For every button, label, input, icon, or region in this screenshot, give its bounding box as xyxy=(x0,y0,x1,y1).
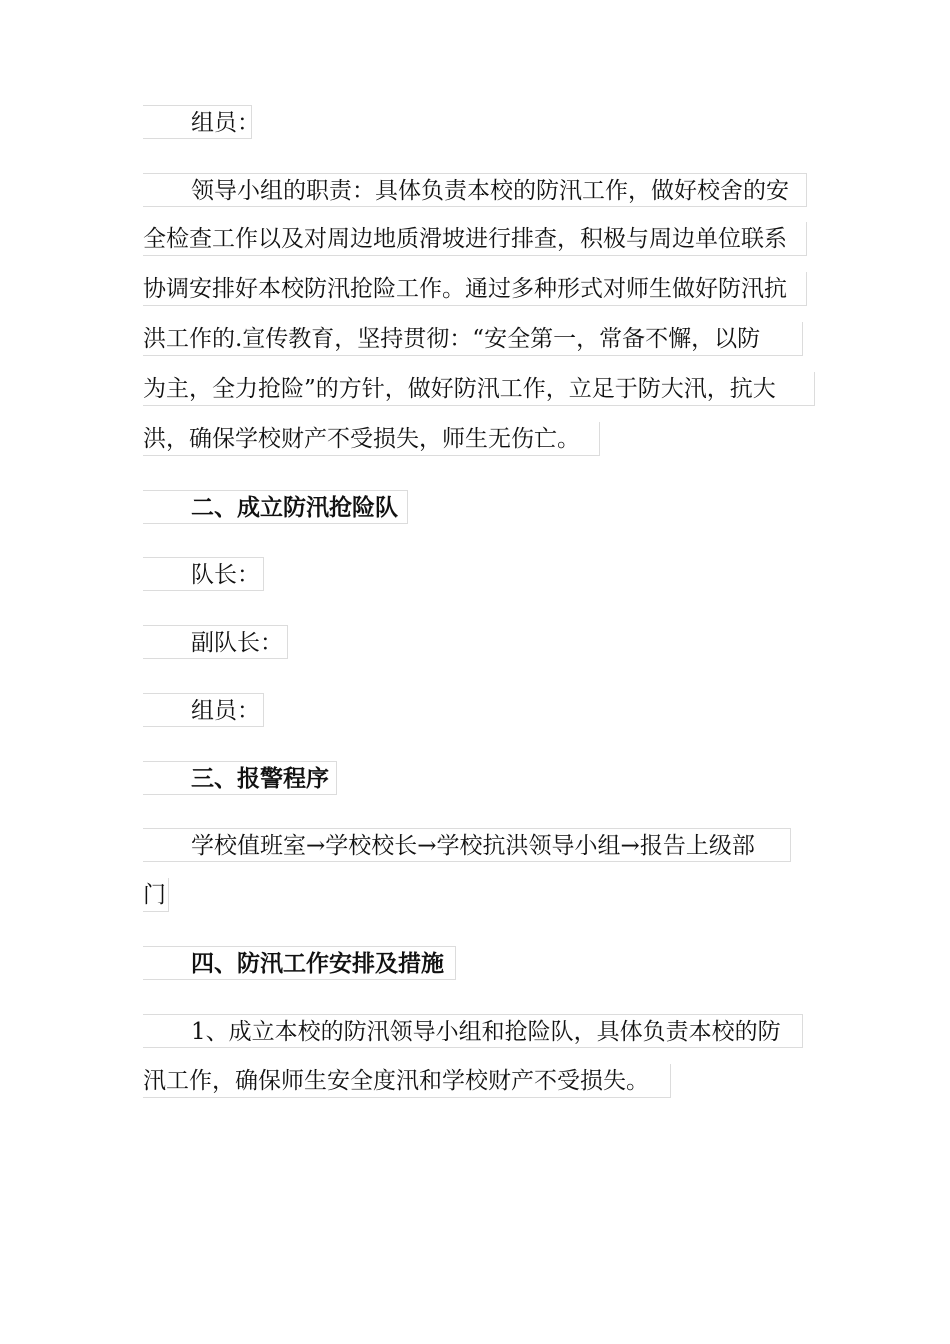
paragraph-line: 洪，确保学校财产不受损失，师生无伤亡。 xyxy=(143,422,600,456)
paragraph-line: 为主，全力抢险”的方针，做好防汛工作，立足于防大汛，抗大 xyxy=(143,372,815,406)
deputy-leader-line: 副队长： xyxy=(143,625,288,659)
paragraph-line: 领导小组的职责：具体负责本校的防汛工作，做好校舍的安 xyxy=(143,173,807,207)
paragraph-line: 洪工作的.宣传教育，坚持贯彻：“安全第一，常备不懈，以防 xyxy=(143,322,803,356)
paragraph-line: 门 xyxy=(143,878,169,912)
section-heading-rescue-team: 二、成立防汛抢险队 xyxy=(143,490,408,524)
paragraph-line: 协调安排好本校防汛抢险工作。通过多种形式对师生做好防汛抗 xyxy=(143,272,807,306)
members-line: 组员： xyxy=(143,105,252,139)
members-line: 组员： xyxy=(143,693,264,727)
team-leader-line: 队长： xyxy=(143,557,264,591)
section-heading-alarm: 三、报警程序 xyxy=(143,761,337,795)
paragraph-line: 学校值班室→学校校长→学校抗洪领导小组→报告上级部 xyxy=(143,828,791,862)
paragraph-line: 汛工作，确保师生安全度汛和学校财产不受损失。 xyxy=(143,1064,671,1098)
paragraph-line: 全检查工作以及对周边地质滑坡进行排查，积极与周边单位联系 xyxy=(143,222,807,256)
paragraph-line: 1、成立本校的防汛领导小组和抢险队，具体负责本校的防 xyxy=(143,1014,803,1048)
section-heading-measures: 四、防汛工作安排及措施 xyxy=(143,946,456,980)
